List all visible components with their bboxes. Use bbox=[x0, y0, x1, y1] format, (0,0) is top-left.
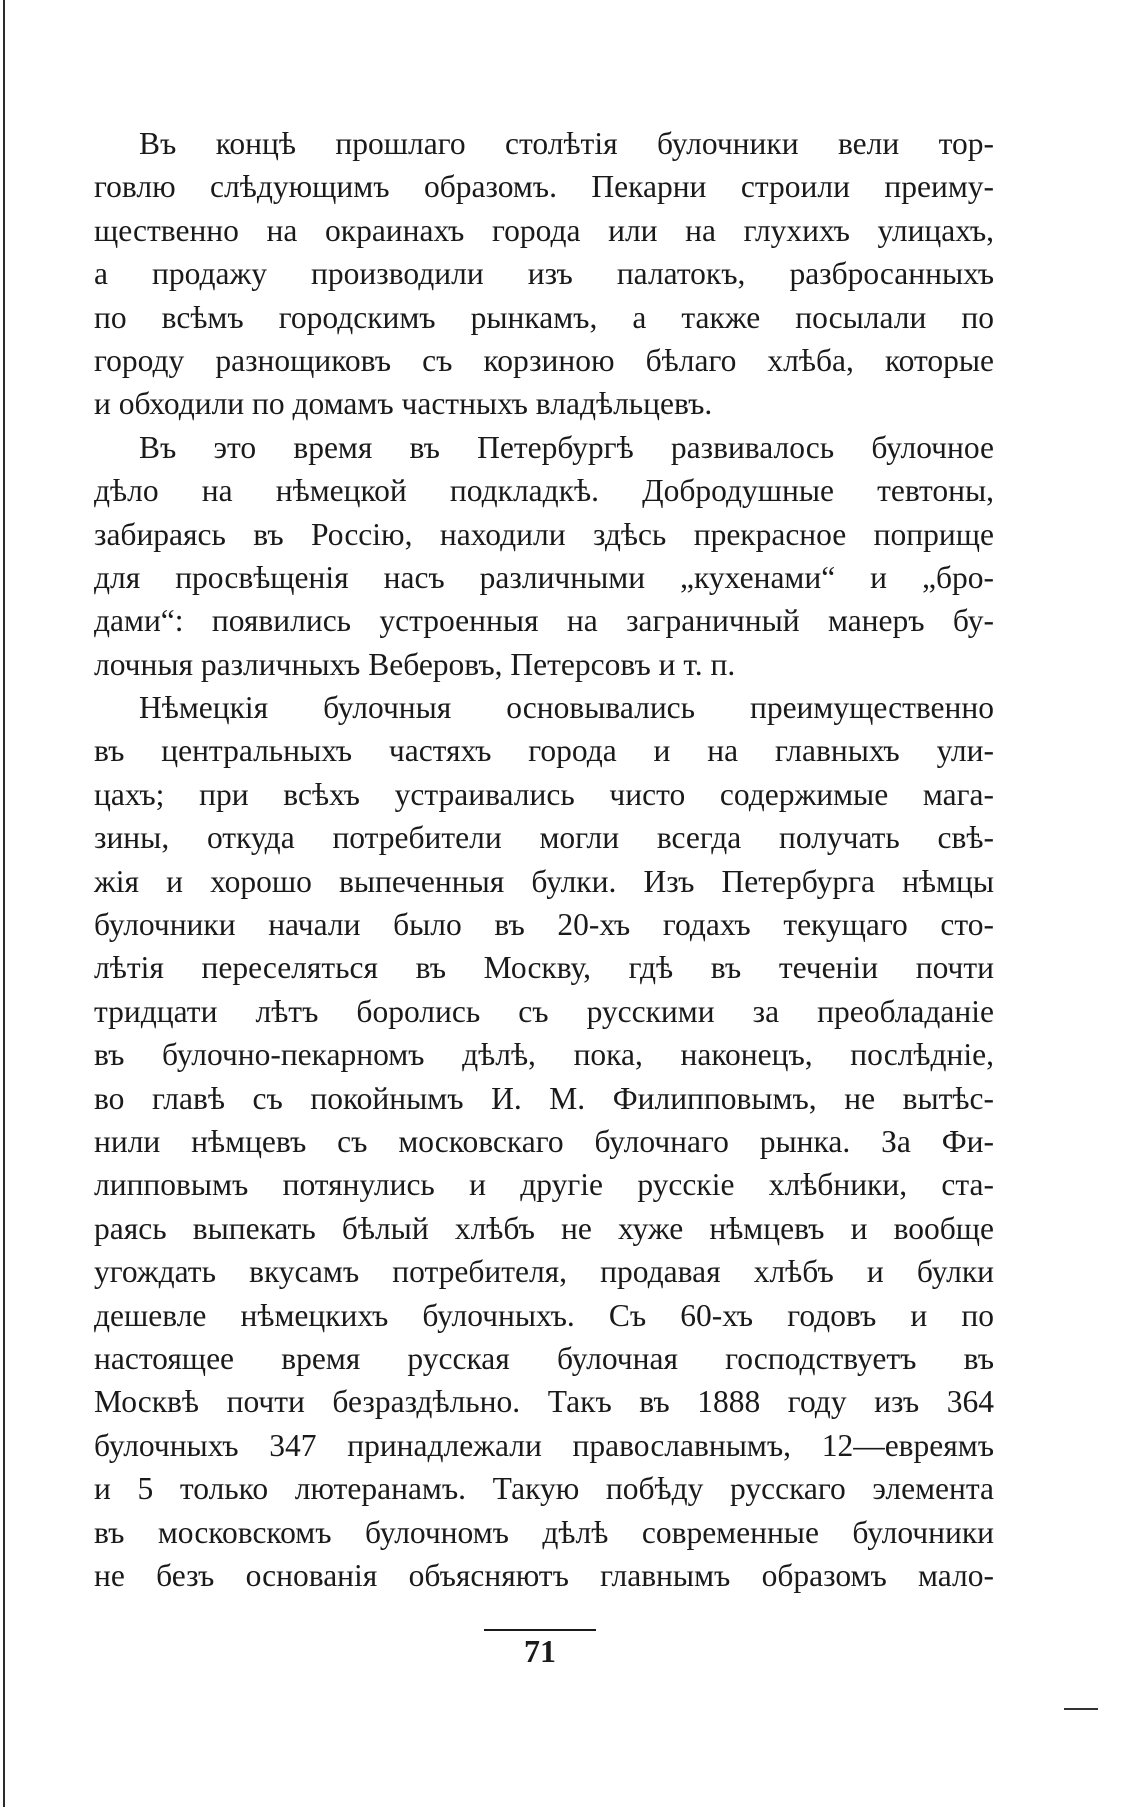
page-footer bbox=[480, 1629, 600, 1669]
body-text bbox=[94, 122, 994, 1597]
text-line: раясь выпекать бѣлый хлѣбъ не хуже нѣмцевъ и вообще bbox=[94, 1210, 994, 1246]
text-line: Въ это время въ Петербургѣ развивалось булочное bbox=[139, 429, 994, 465]
footer-rule bbox=[484, 1629, 596, 1631]
text-line: въ московскомъ булочномъ дѣлѣ современные булочники bbox=[94, 1514, 994, 1550]
text-line: щественно на окраинахъ города или на глухихъ улицахъ, bbox=[94, 212, 994, 248]
page-binding-edge bbox=[3, 0, 5, 1807]
text-line: угождать вкусамъ потребителя, продавая хлѣбъ и булки bbox=[94, 1254, 994, 1290]
text-line: лѣтія переселяться въ Москву, гдѣ въ теченіи почти bbox=[94, 950, 994, 986]
text-line: по всѣмъ городскимъ рынкамъ, а также посылали по bbox=[94, 299, 994, 335]
text-line: дѣло на нѣмецкой подкладкѣ. Добродушные тевтоны, bbox=[94, 473, 994, 509]
text-line: Въ концѣ прошлаго столѣтія булочники вели тор- bbox=[139, 126, 994, 161]
text-line: въ булочно-пекарномъ дѣлѣ, пока, наконецъ, послѣдніе, bbox=[94, 1037, 994, 1073]
text-line: забираясь въ Россію, находили здѣсь прекрасное поприще bbox=[94, 516, 994, 552]
text-line: булочныхъ 347 принадлежали православнымъ, 12—евреямъ bbox=[94, 1427, 994, 1463]
text-line: нили нѣмцевъ съ московскаго булочнаго рынка. За Фи- bbox=[94, 1123, 994, 1159]
text-line: для просвѣщенія насъ различными „кухенами“ и „бро- bbox=[94, 559, 994, 595]
text-line: тридцати лѣтъ боролись съ русскими за преобладаніе bbox=[94, 993, 994, 1029]
page-number: 71 bbox=[524, 1633, 556, 1669]
text-line: Нѣмецкія булочныя основывались преимущественно bbox=[139, 690, 994, 726]
text-line: во главѣ съ покойнымъ И. М. Филипповымъ, не вытѣс- bbox=[94, 1080, 994, 1116]
text-line: и 5 только лютеранамъ. Такую побѣду русскаго элемента bbox=[94, 1471, 994, 1507]
text-line: говлю слѣдующимъ образомъ. Пекарни строили преиму- bbox=[94, 169, 994, 205]
text-line: лочныя различныхъ Веберовъ, Петерсовъ и т. п. bbox=[94, 646, 736, 682]
text-line: городу разнощиковъ съ корзиною бѣлаго хлѣба, которые bbox=[94, 342, 994, 378]
text-line: и обходили по домамъ частныхъ владѣльцевъ. bbox=[94, 386, 713, 422]
text-line: дешевле нѣмецкихъ булочныхъ. Съ 60-хъ годовъ и по bbox=[94, 1297, 994, 1333]
margin-mark bbox=[1064, 1708, 1098, 1710]
text-line: настоящее время русская булочная господствуетъ въ bbox=[94, 1340, 994, 1376]
text-line: булочники начали было въ 20-хъ годахъ текущаго сто- bbox=[94, 907, 994, 943]
text-line: въ центральныхъ частяхъ города и на главныхъ ули- bbox=[94, 733, 994, 769]
text-line: а продажу производили изъ палатокъ, разбросанныхъ bbox=[94, 256, 994, 292]
text-line: не безъ основанія объясняютъ главнымъ образомъ мало- bbox=[94, 1557, 994, 1593]
text-line: цахъ; при всѣхъ устраивались чисто содержимые мага- bbox=[94, 776, 994, 812]
text-line: дами“: появились устроенныя на заграничный манеръ бу- bbox=[94, 603, 994, 639]
text-line: зины, откуда потребители могли всегда получать свѣ- bbox=[94, 820, 994, 856]
text-line: жія и хорошо выпеченныя булки. Изъ Петербурга нѣмцы bbox=[94, 863, 994, 899]
text-line: липповымъ потянулись и другіе русскіе хлѣбники, ста- bbox=[94, 1167, 994, 1203]
text-line: Москвѣ почти безраздѣльно. Такъ въ 1888 году изъ 364 bbox=[94, 1384, 994, 1420]
